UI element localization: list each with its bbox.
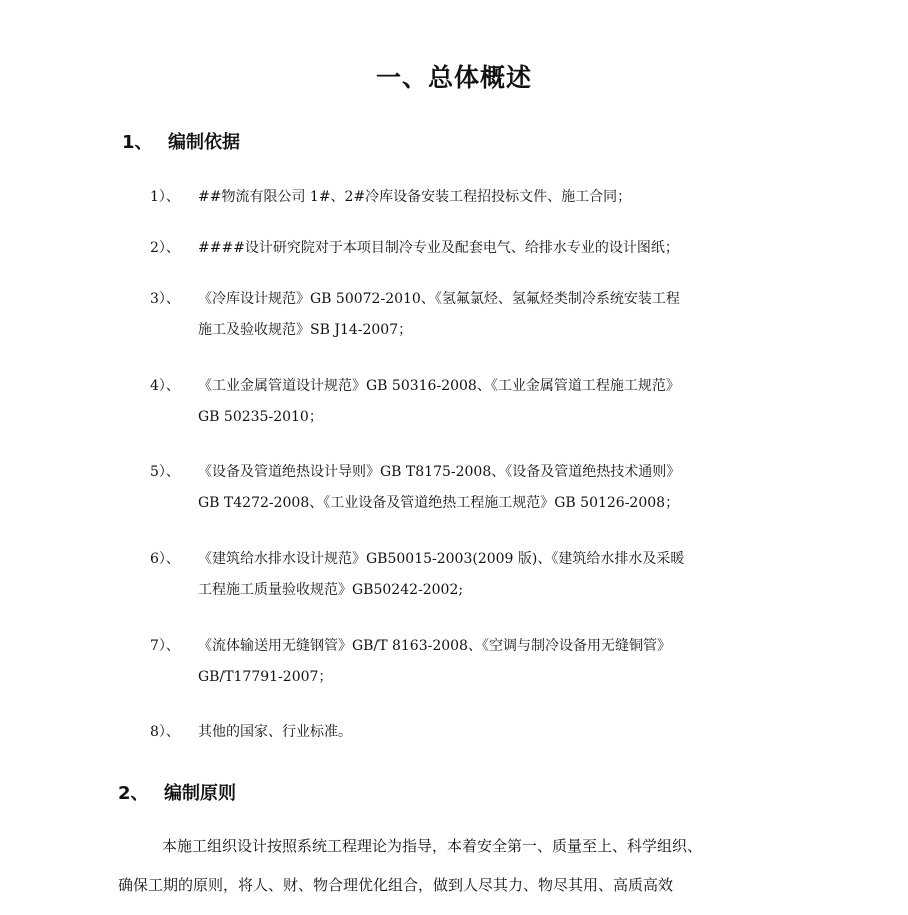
item-text-continued: 工程施工质量验收规范》GB50242-2002;: [198, 582, 464, 598]
item-text-continued: GB 50235-2010；: [198, 409, 323, 425]
list-item: [150, 457, 810, 519]
item-text: 《冷库设计规范》GB 50072-2010、《氢氟氯烃、氢氟烃类制冷系统安装工程: [198, 291, 680, 307]
item-text: ####设计研究院对于本项目制冷专业及配套电气、给排水专业的设计图纸；: [198, 240, 679, 256]
item-marker: 6）、: [150, 551, 180, 567]
item-text: ##物流有限公司 1#、2#冷库设备安装工程招投标文件、施工合同；: [198, 189, 632, 205]
item-text-continued: GB/T17791-2007；: [198, 669, 333, 685]
section-number: 2、: [118, 783, 149, 804]
list-item: [150, 182, 810, 213]
body-paragraph: [118, 827, 808, 905]
item-text: 其他的国家、行业标准。: [198, 724, 352, 740]
item-text: 《工业金属管道设计规范》GB 50316-2008、《工业金属管道工程施工规范》: [198, 378, 680, 394]
list-item: [150, 544, 810, 606]
item-marker: 7）、: [150, 638, 180, 654]
section-number: 1、: [122, 132, 153, 153]
item-text: 《流体输送用无缝钢管》GB/T 8163-2008、《空调与制冷设备用无缝铜管》: [198, 638, 671, 654]
item-text-continued: GB T4272-2008、《工业设备及管道绝热工程施工规范》GB 50126-2008；: [198, 495, 680, 511]
list-item: [150, 717, 810, 748]
item-marker: 3）、: [150, 291, 180, 307]
list-item: [150, 233, 810, 264]
paragraph-line: 确保工期的原则，将人、财、物合理优化组合，做到人尽其力、物尽其用、高质高效: [118, 876, 674, 894]
section-heading-2: [118, 779, 236, 805]
item-marker: 4）、: [150, 378, 180, 394]
page-title: 一、总体概述: [375, 63, 532, 92]
item-marker: 5）、: [150, 464, 180, 480]
section-title: 编制原则: [164, 783, 236, 804]
item-marker: 1）、: [150, 189, 180, 205]
section-heading-1: [122, 128, 240, 154]
item-marker: 8）、: [150, 724, 180, 740]
list-item: [150, 284, 810, 346]
paragraph-line: 本施工组织设计按照系统工程理论为指导，本着安全第一、质量至上、科学组织、: [162, 837, 703, 855]
item-marker: 2）、: [150, 240, 180, 256]
list-item: [150, 631, 810, 693]
section-title: 编制依据: [168, 132, 240, 153]
item-text: 《设备及管道绝热设计导则》GB T8175-2008、《设备及管道绝热技术通则》: [198, 464, 681, 480]
item-text-continued: 施工及验收规范》SB J14-2007；: [198, 322, 413, 338]
list-item: [150, 371, 810, 433]
item-text: 《建筑给水排水设计规范》GB50015-2003(2009 版)、《建筑给水排水及采暖: [198, 551, 685, 567]
